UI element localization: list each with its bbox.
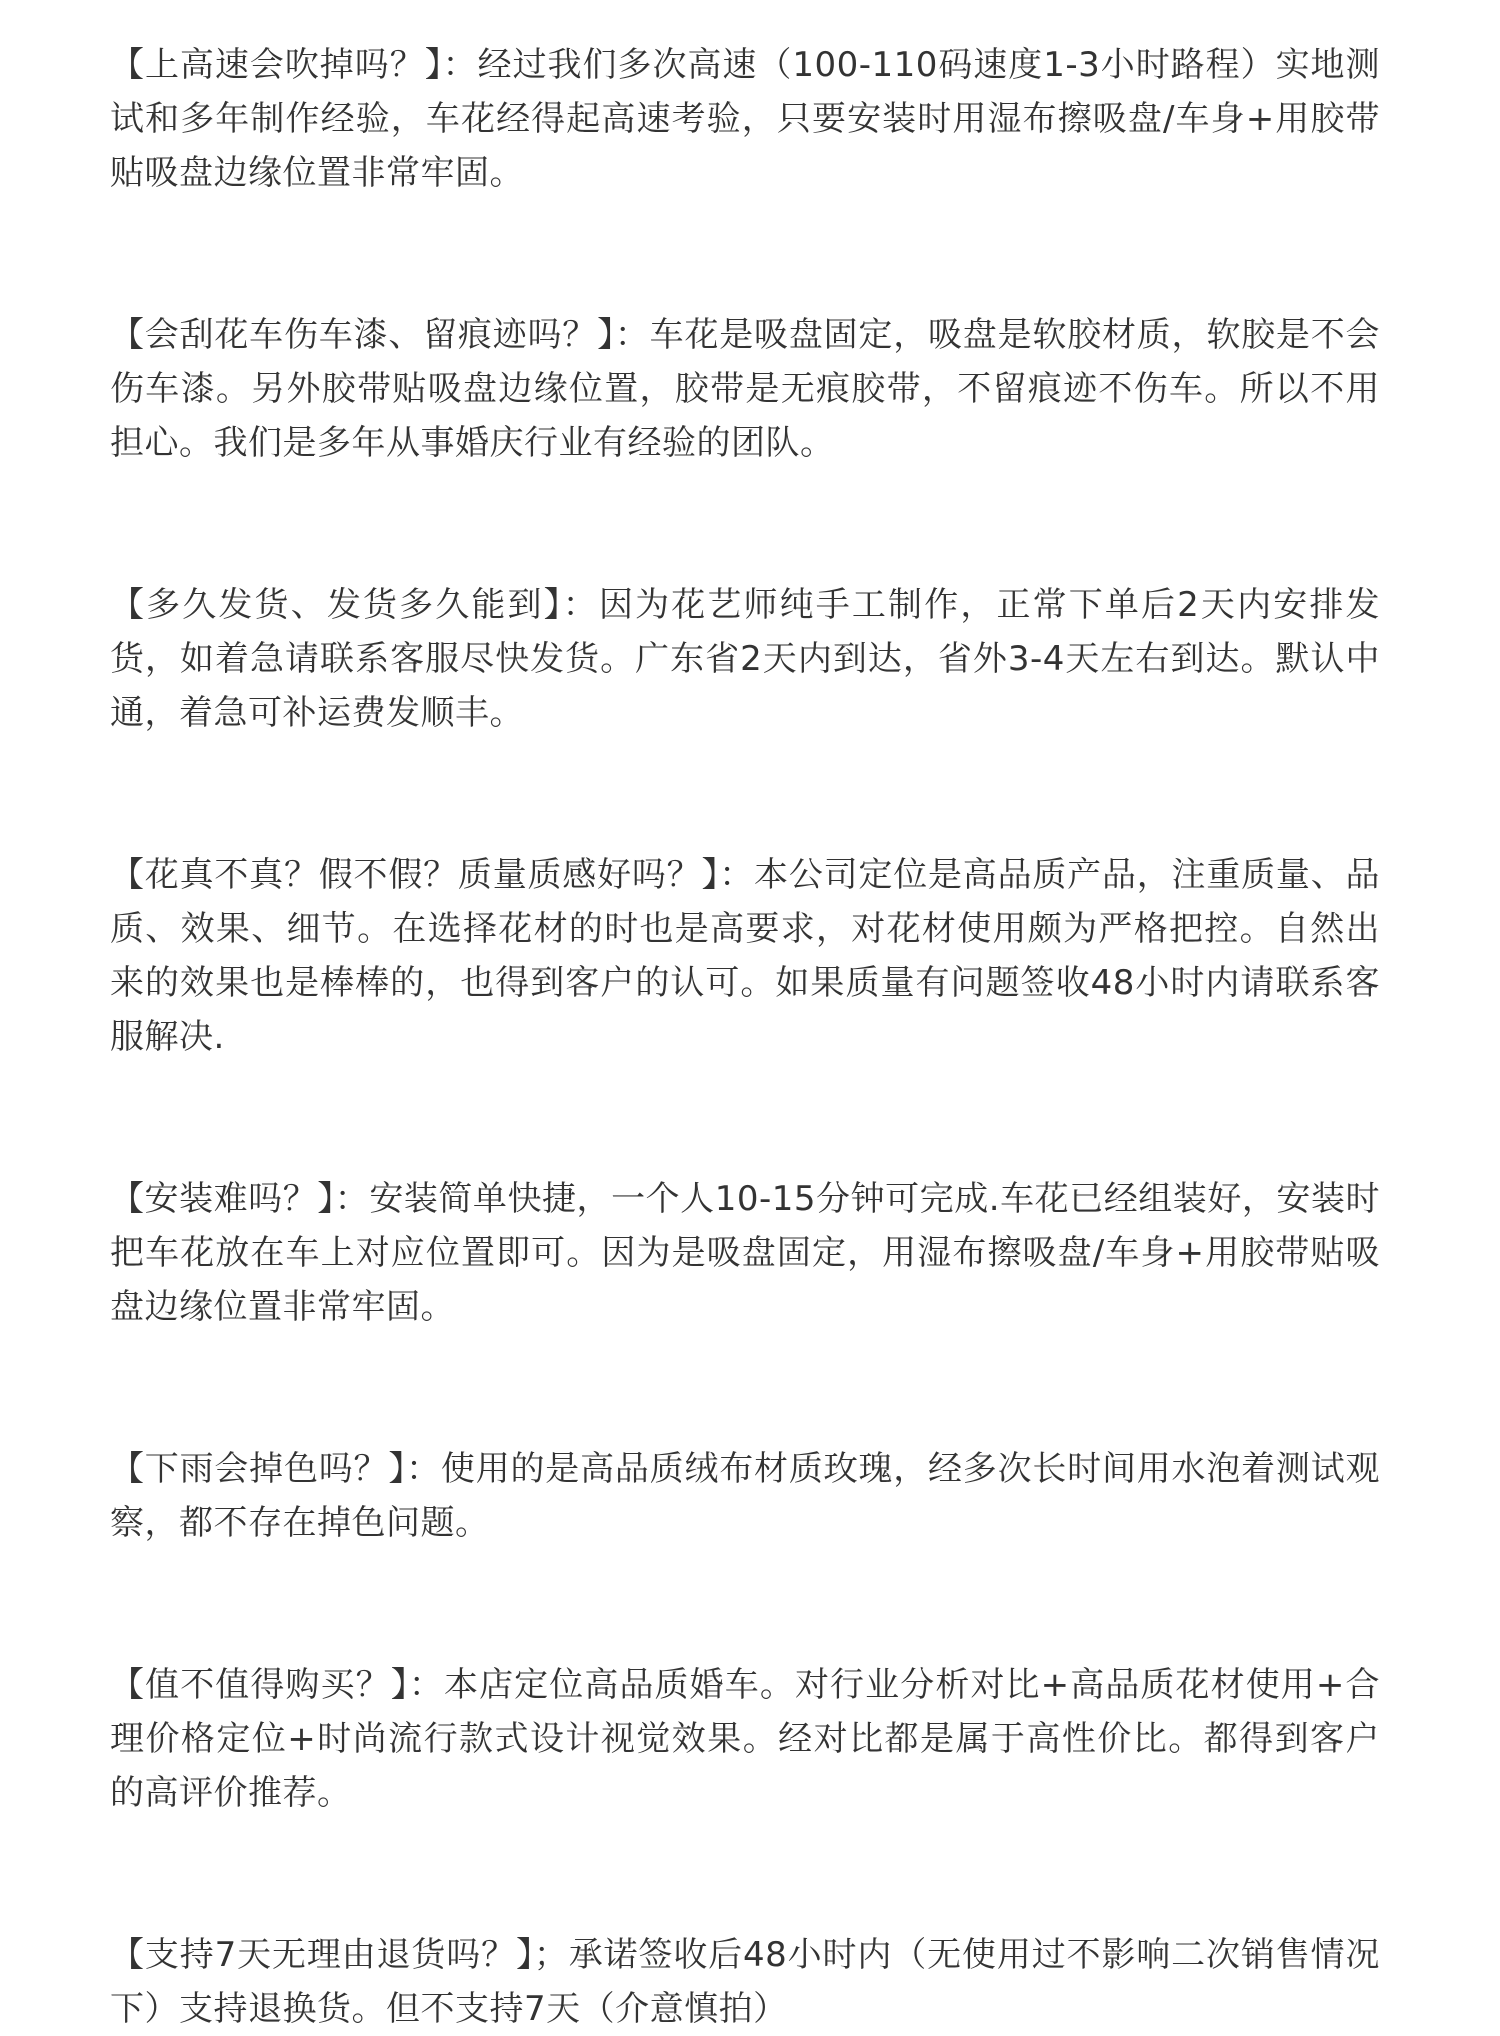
- faq-list: [110, 38, 1380, 2036]
- faq-item-quality: 【花真不真？假不假？质量质感好吗？】：本公司定位是高品质产品，注重质量、品质、效果、细节。在选择花材的时也是高要求，对花材使用颇为严格把控。自然出来的效果也是棒棒的，也得到客户的认可。如果质量有问题签收48小时内请联系客服解决.: [110, 855, 1380, 1057]
- faq-item-highway: 【上高速会吹掉吗？】：经过我们多次高速（100-110码速度1-3小时路程）实地测试和多年制作经验，车花经得起高速考验，只要安装时用湿布擦吸盘/车身+用胶带贴吸盘边缘位置非常牢固。: [110, 45, 1380, 193]
- faq-item-returns: 【支持7天无理由退货吗？】；承诺签收后48小时内（无使用过不影响二次销售情况下）支持退换货。但不支持7天（介意慎拍）: [110, 1935, 1380, 2029]
- faq-item-value: 【值不值得购买？】：本店定位高品质婚车。对行业分析对比+高品质花材使用+合理价格定位+时尚流行款式设计视觉效果。经对比都是属于高性价比。都得到客户的高评价推荐。: [110, 1665, 1380, 1813]
- faq-item-rain: 【下雨会掉色吗？】：使用的是高品质绒布材质玫瑰，经多次长时间用水泡着测试观察，都不存在掉色问题。: [110, 1449, 1380, 1543]
- faq-item-paint-damage: 【会刮花车伤车漆、留痕迹吗？】：车花是吸盘固定，吸盘是软胶材质，软胶是不会伤车漆。另外胶带贴吸盘边缘位置，胶带是无痕胶带，不留痕迹不伤车。所以不用担心。我们是多年从事婚庆行业有经验的团队。: [110, 315, 1380, 463]
- faq-item-shipping: 【多久发货、发货多久能到】：因为花艺师纯手工制作，正常下单后2天内安排发货，如着急请联系客服尽快发货。广东省2天内到达，省外3-4天左右到达。默认中通，着急可补运费发顺丰。: [110, 585, 1380, 733]
- faq-item-installation: 【安装难吗？】：安装简单快捷，一个人10-15分钟可完成.车花已经组装好，安装时把车花放在车上对应位置即可。因为是吸盘固定，用湿布擦吸盘/车身+用胶带贴吸盘边缘位置非常牢固。: [110, 1179, 1380, 1327]
